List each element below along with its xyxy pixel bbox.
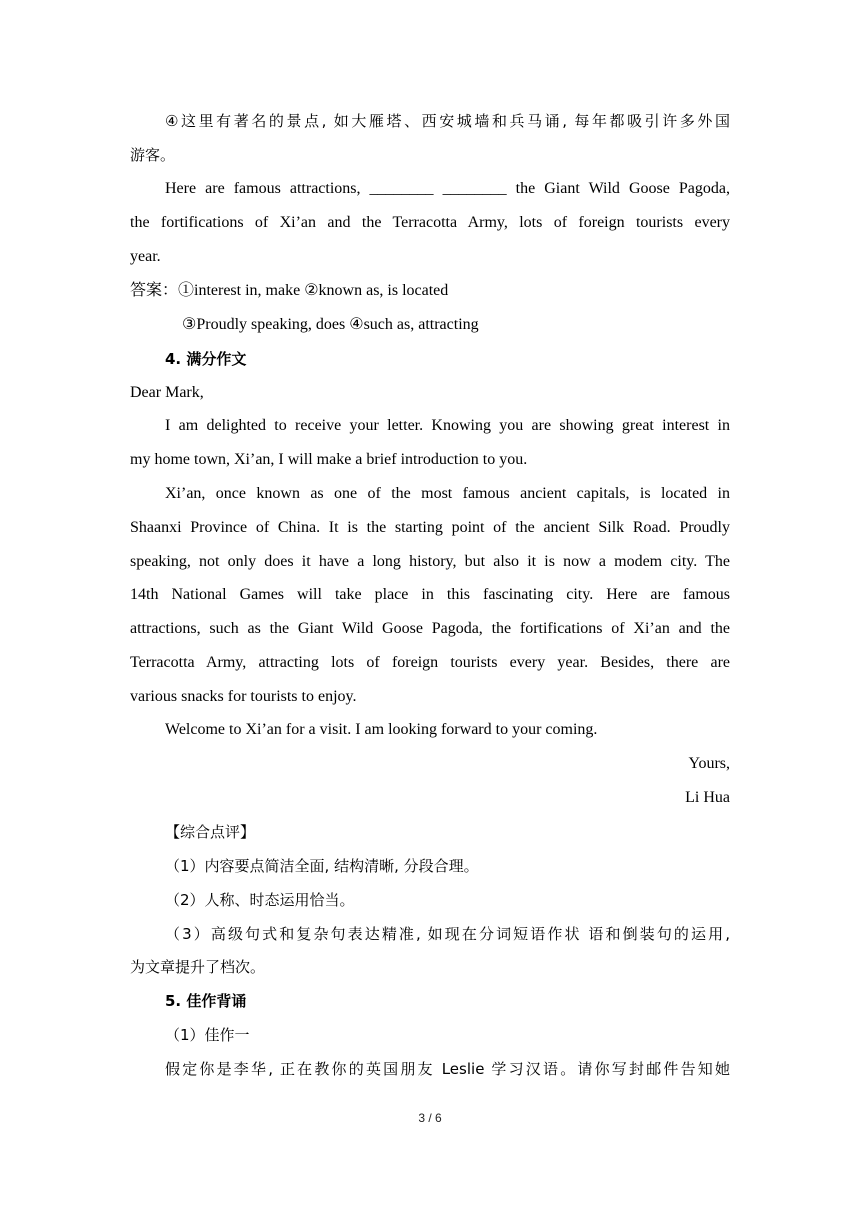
letter-p2-line-2: Shaanxi Province of China. It is the starting point of the ancient Silk Road. Proudly xyxy=(130,519,730,536)
section-5-prompt: 假定你是李华, 正在教你的英国朋友 Leslie 学习汉语。请你写封邮件告知她 xyxy=(165,1060,730,1078)
letter-p1-line-1: I am delighted to receive your letter. Knowing you are showing great interest in xyxy=(165,417,730,434)
section-4-heading: 4. 满分作文 xyxy=(165,350,247,368)
question-zh-line-1: ④这里有著名的景点, 如大雁塔、西安城墙和兵马诵, 每年都吸引许多外国 xyxy=(165,112,730,130)
page-number: 3 / 6 xyxy=(418,1111,442,1125)
letter-p1-line-2: my home town, Xi’an, I will make a brief introduction to you. xyxy=(130,451,528,468)
letter-signature: Li Hua xyxy=(685,789,730,806)
comment-item-3-line-1: （3）高级句式和复杂句表达精准, 如现在分词短语作状 语和倒装句的运用, xyxy=(165,925,730,943)
letter-p2-line-5: attractions, such as the Giant Wild Goose Pagoda, the fortifications of Xi’an and the xyxy=(130,620,730,637)
letter-greeting: Dear Mark, xyxy=(130,384,204,401)
letter-p2-line-1: Xi’an, once known as one of the most famous ancient capitals, is located in xyxy=(165,485,730,502)
letter-p2-line-3: speaking, not only does it have a long history, but also it is now a modem city. The xyxy=(130,553,730,570)
section-5-heading: 5. 佳作背诵 xyxy=(165,992,247,1010)
fill-blank-line-2: the fortifications of Xi’an and the Terracotta Army, lots of foreign tourists every xyxy=(130,214,730,231)
letter-closing: Yours, xyxy=(688,755,730,772)
comment-item-3-line-2: 为文章提升了档次。 xyxy=(130,958,266,976)
letter-p2-line-4: 14th National Games will take place in this fascinating city. Here are famous xyxy=(130,586,730,603)
comment-item-2: （2）人称、时态运用恰当。 xyxy=(165,891,355,909)
question-zh-line-2: 游客。 xyxy=(130,146,176,164)
answer-line-2: ③Proudly speaking, does ④such as, attracting xyxy=(182,316,479,333)
comment-item-1: （1）内容要点简洁全面, 结构清晰, 分段合理。 xyxy=(165,857,479,875)
fill-blank-line-3: year. xyxy=(130,248,161,265)
answer-line-1: 答案：①interest in, make ②known as, is located xyxy=(130,282,449,299)
letter-p3: Welcome to Xi’an for a visit. I am looking forward to your coming. xyxy=(165,721,598,738)
fill-blank-line-1: Here are famous attractions, ________ ________ the Giant Wild Goose Pagoda, xyxy=(165,180,730,197)
comment-heading: 【综合点评】 xyxy=(165,823,256,841)
letter-p2-line-6: Terracotta Army, attracting lots of foreign tourists every year. Besides, there are xyxy=(130,654,730,671)
letter-p2-line-7: various snacks for tourists to enjoy. xyxy=(130,688,357,705)
section-5-subheading: （1）佳作一 xyxy=(165,1026,250,1044)
